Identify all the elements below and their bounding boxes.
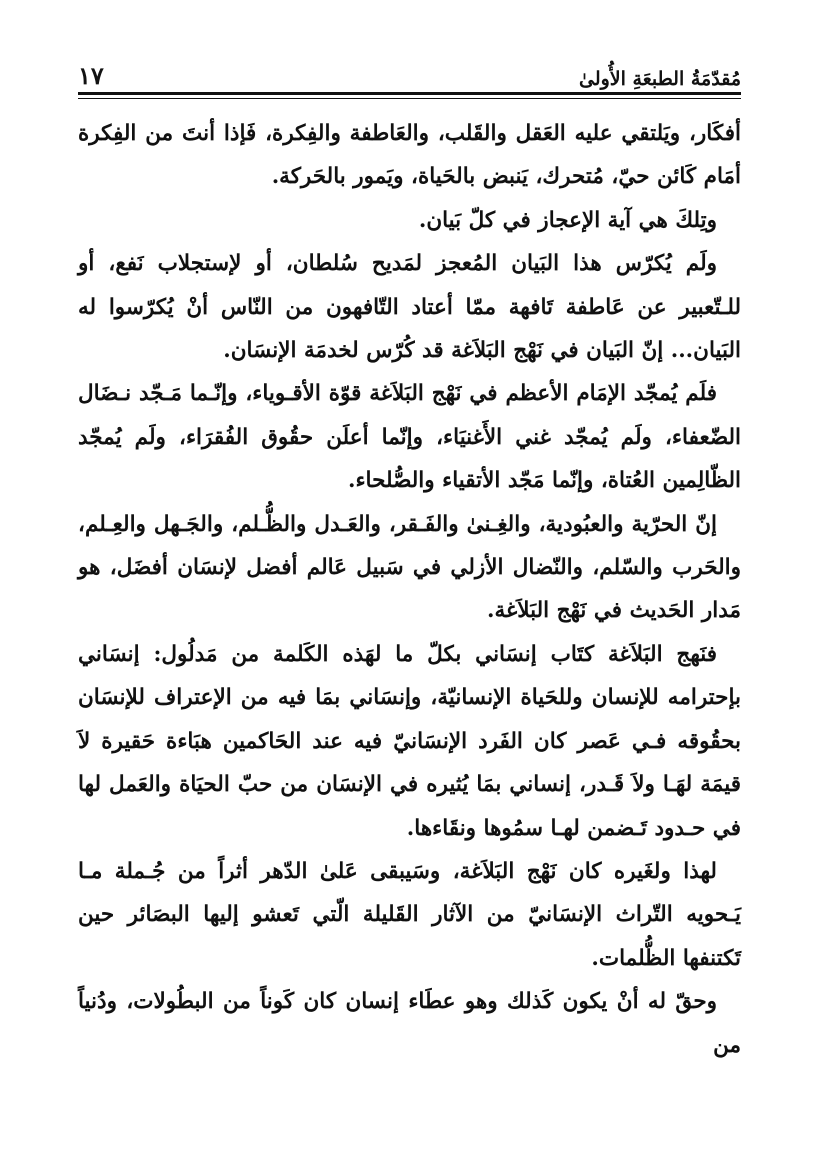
paragraph: فلَم يُمجّد الإمَام الأعظم في نَهْج البَلاَغة قوّة الأقـوياء، وإنّـما مَـجّد نـضَال الضّعفاء، ولَم يُمجّد غني الأَغنيَاء، وإنّما أعلَن حقُوق الفُقرَاء، ولَم يُمجّد الظّالِمين العُتاة، وإنّما مَجّد الأتقياء والصُّلحاء.	[78, 381, 741, 494]
paragraph: فنَهج البَلاَغة كتَاب إنسَاني بكلّ ما لهَذه الكَلمة من مَدلُول: إنسَاني بإحترامه للإنسان وللحَياة الإنسانيّة، وإنسَاني بمَا فيه من الإعتراف للإنسَان بحقُوقه فـي عَصر كان الفَرد الإنسَانيّ فيه عند الحَاكمين هبَاءة حَقيرة لاَ قيمَة لهَـا ولاَ قَـدر، إنساني بمَا يُثيره في الإنسَان من حبّ الحيَاة والعَمل لها في حـدود تَـضمن لهـا سمُوها ونقَاءها.	[78, 641, 741, 841]
running-header-title: مُقدّمَةُ الطبعَةِ الأُولىٰ	[578, 68, 741, 90]
paragraph: ولَم يُكرّس هذا البَيان المُعجز لمَديح سُلطان، أو لإستجلاب نَفع، أو للـتّعبير عن عَاطفة تَافهة ممّا أعتاد التّافهون من النّاس أنْ يُكرّسوا له البَيان... إنّ البَيان في نَهْج البَلاَغة قد كُرّس لخدمَة الإنسَان.	[78, 251, 741, 364]
body-text	[78, 112, 741, 1067]
paragraph-continued: أفكَار، ويَلتقي عليه العَقل والقَلب، والعَاطفة والفِكرة، فَإذا أنتَ من الفِكرة أمَام كَائن حيّ، مُتحرك، يَنبض بالحَياة، ويَمور بالحَركة.	[78, 121, 741, 190]
paragraph: وتِلكَ هي آية الإعجاز في كلّ بَيان.	[418, 207, 717, 233]
header-rule-thick	[78, 92, 741, 95]
header-rule-thin	[78, 98, 741, 99]
paragraph: وحقّ له أنْ يكون كَذلك وهو عطَاء إنسان كان كَوناً من البطُولات، ودُنياً من	[78, 989, 741, 1058]
running-header	[78, 50, 741, 90]
paragraph: إنّ الحرّية والعبُودية، والغِـنىٰ والفَـقر، والعَـدل والظُّـلم، والجَـهل والعِـلم، والحَرب والسّلم، والنّضال الأزلي في سَبيل عَالم أفضل لإنسَان أفضَل، هو مَدار الحَديث في نَهْج البَلاَغة.	[78, 511, 741, 624]
page-number: ١٧	[78, 61, 104, 90]
paragraph: لهذا ولغَيره كان نَهْج البَلاَغة، وسَيبقى عَلىٰ الدّهر أثراً من جُـملة مـا يَـحويه التّراث الإنسَانيّ من الآثار القَليلة الّتي تَعشو إليها البصَائر حين تَكتنفها الظُّلمات.	[78, 858, 741, 971]
